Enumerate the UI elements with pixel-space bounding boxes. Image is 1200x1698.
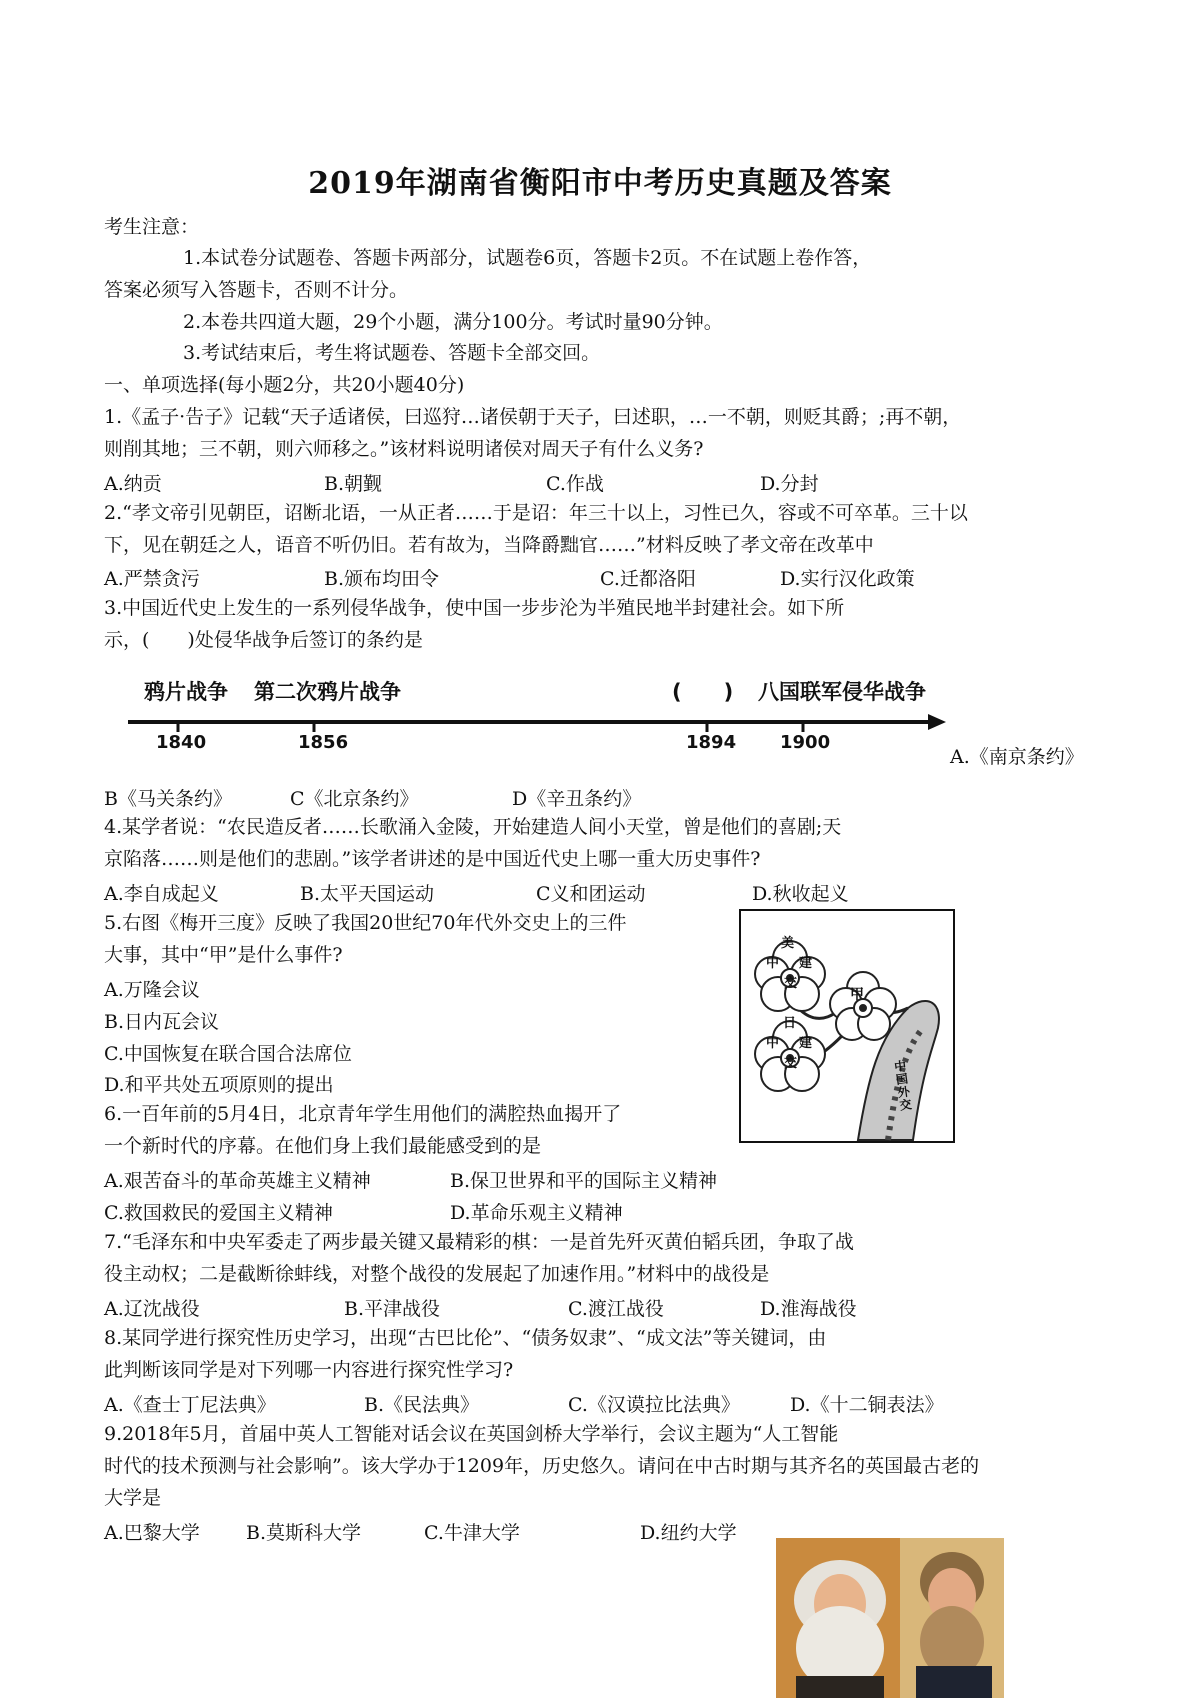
timeline-year-1900: 1900 — [780, 732, 831, 753]
page-title: 2019年湖南省衡阳市中考历史真题及答案 — [308, 166, 892, 201]
question-8-option-c[interactable]: C.《汉谟拉比法典》 — [568, 1394, 740, 1416]
question-8-text: 8.某同学进行探究性历史学习，出现“古巴比伦”、“债务奴隶”、“成文法”等关键词，由 — [104, 1327, 827, 1349]
question-1-option-b[interactable]: B.朝觐 — [324, 473, 383, 495]
question-1-option-c[interactable]: C.作战 — [546, 473, 604, 495]
question-7-text-cont: 役主动权；二是截断徐蚌线，对整个战役的发展起了加速作用。”材料中的战役是 — [104, 1263, 770, 1285]
question-9-option-d[interactable]: D.纽约大学 — [640, 1522, 737, 1544]
question-3-text: 3.中国近代史上发生的一系列侵华战争，使中国一步步沦为半殖民地半封建社会。如下所 — [104, 597, 845, 619]
timeline-year-1894: 1894 — [686, 732, 737, 753]
flower-3-right: 建 — [799, 1036, 813, 1051]
question-3-option-c[interactable]: C《北京条约》 — [290, 788, 419, 810]
flower-1-top: 美 — [781, 936, 795, 951]
section-heading: 一、单项选择(每小题2分，共20小题40分) — [104, 374, 465, 396]
flower-1-bottom: 交 — [784, 976, 798, 991]
question-3-option-d[interactable]: D《辛丑条约》 — [512, 788, 642, 810]
timeline-year-1856: 1856 — [298, 732, 349, 753]
question-4-text: 4.某学者说：“农民造反者……长歌涌入金陵，开始建造人间小天堂，曾是他们的喜剧;天 — [104, 816, 842, 838]
question-8-option-b[interactable]: B.《民法典》 — [364, 1394, 480, 1416]
timeline-label-second-opium-war: 第二次鸦片战争 — [254, 680, 401, 704]
timeline-arrowhead — [928, 714, 946, 730]
question-2-option-a[interactable]: A.严禁贪污 — [104, 568, 200, 590]
question-8-option-a[interactable]: A.《查士丁尼法典》 — [104, 1394, 276, 1416]
timeline-label-blank: ( ) — [672, 680, 734, 704]
question-5-option-c[interactable]: C.中国恢复在联合国合法席位 — [104, 1043, 352, 1065]
question-7-option-d[interactable]: D.淮海战役 — [760, 1298, 857, 1320]
question-1-text: 1.《孟子·告子》记载“天子适诸侯，曰巡狩…诸侯朝于天子，曰述职，…一不朝，则贬其爵；;再不朝， — [104, 406, 962, 428]
notice-item-1-cont: 答案必须写入答题卡，否则不计分。 — [104, 279, 409, 301]
question-6-text: 6.一百年前的5月4日，北京青年学生用他们的满腔热血揭开了 — [104, 1103, 622, 1125]
question-2-option-d[interactable]: D.实行汉化政策 — [780, 568, 915, 590]
question-6-text-cont: 一个新时代的序幕。在他们身上我们最能感受到的是 — [104, 1135, 542, 1157]
question-7-option-c[interactable]: C.渡江战役 — [568, 1298, 664, 1320]
plum-blossom-figure — [738, 908, 958, 1146]
question-4-option-d[interactable]: D.秋收起义 — [752, 883, 849, 905]
question-9-text-cont-2: 大学是 — [104, 1487, 162, 1509]
question-9-option-a[interactable]: A.巴黎大学 — [104, 1522, 200, 1544]
portrait-left — [794, 1560, 886, 1698]
question-3-option-a[interactable]: A.《南京条约》 — [950, 746, 1084, 768]
question-6-option-c[interactable]: C.救国救民的爱国主义精神 — [104, 1202, 333, 1224]
question-5-text: 5.右图《梅开三度》反映了我国20世纪70年代外交史上的三件 — [104, 912, 627, 934]
branch-label: 中国外交 — [893, 1058, 913, 1113]
flower-1-right: 建 — [799, 956, 813, 971]
flower-3-bottom: 交 — [784, 1056, 798, 1071]
notice-item-1: 1.本试卷分试题卷、答题卡两部分，试题卷6页，答题卡2页。不在试题上卷作答， — [183, 247, 872, 269]
question-6-option-d[interactable]: D.革命乐观主义精神 — [450, 1202, 623, 1224]
question-9-option-b[interactable]: B.莫斯科大学 — [246, 1522, 362, 1544]
question-2-text: 2.“孝文帝引见朝臣，诏断北语，一从正者……于是诏：年三十以上，习性已久，容或不可卒革。三十以 — [104, 502, 968, 524]
question-5-option-b[interactable]: B.日内瓦会议 — [104, 1011, 220, 1033]
flower-1-left: 中 — [766, 956, 780, 971]
question-1-option-a[interactable]: A.纳贡 — [104, 473, 162, 495]
flower-3-left: 中 — [766, 1036, 780, 1051]
question-5-text-cont: 大事，其中“甲”是什么事件? — [104, 944, 343, 966]
portraits-photo — [776, 1538, 1004, 1698]
question-8-option-d[interactable]: D.《十二铜表法》 — [790, 1394, 944, 1416]
question-8-text-cont: 此判断该同学是对下列哪一内容进行探究性学习? — [104, 1359, 514, 1381]
question-9-option-c[interactable]: C.牛津大学 — [424, 1522, 520, 1544]
question-6-option-a[interactable]: A.艰苦奋斗的革命英雄主义精神 — [104, 1170, 371, 1192]
question-2-option-b[interactable]: B.颁布均田令 — [324, 568, 440, 590]
question-1-text-cont: 则削其地；三不朝，则六师移之。”该材料说明诸侯对周天子有什么义务? — [104, 438, 704, 460]
question-2-option-c[interactable]: C.迁都洛阳 — [600, 568, 696, 590]
question-3-text-cont: 示，( )处侵华战争后签订的条约是 — [104, 629, 423, 651]
question-4-option-a[interactable]: A.李自成起义 — [104, 883, 219, 905]
flower-3-top: 日 — [783, 1016, 797, 1031]
question-5-option-a[interactable]: A.万隆会议 — [104, 979, 200, 1001]
question-7-option-a[interactable]: A.辽沈战役 — [104, 1298, 200, 1320]
question-2-text-cont: 下，见在朝廷之人，语音不听仍旧。若有故为，当降爵黜官……”材料反映了孝文帝在改革中 — [104, 534, 874, 556]
question-9-text: 9.2018年5月，首届中英人工智能对话会议在英国剑桥大学举行，会议主题为“人工智能 — [104, 1423, 839, 1445]
timeline-year-1840: 1840 — [156, 732, 207, 753]
question-1-option-d[interactable]: D.分封 — [760, 473, 819, 495]
question-9-text-cont: 时代的技术预测与社会影响”。该大学办于1209年，历史悠久。请问在中古时期与其齐名的英国最古老的 — [104, 1455, 980, 1477]
question-7-text: 7.“毛泽东和中央军委走了两步最关键又最精彩的棋：一是首先歼灭黄伯韬兵团，争取了战 — [104, 1231, 854, 1253]
notice-heading: 考生注意： — [104, 216, 200, 238]
flower-2-center: 甲 — [850, 987, 864, 1003]
notice-item-2: 2.本卷共四道大题，29个小题，满分100分。考试时量90分钟。 — [183, 311, 723, 333]
question-4-option-c[interactable]: C义和团运动 — [536, 883, 646, 905]
question-6-option-b[interactable]: B.保卫世界和平的国际主义精神 — [450, 1170, 718, 1192]
question-4-text-cont: 京陷落……则是他们的悲剧。”该学者讲述的是中国近代史上哪一重大历史事件? — [104, 848, 761, 870]
notice-item-3: 3.考试结束后，考生将试题卷、答题卡全部交回。 — [183, 342, 601, 364]
question-4-option-b[interactable]: B.太平天国运动 — [300, 883, 435, 905]
timeline-label-opium-war: 鸦片战争 — [144, 680, 228, 704]
question-3-option-b[interactable]: B《马关条约》 — [104, 788, 232, 810]
timeline-label-eight-nation: 八国联军侵华战争 — [758, 680, 926, 704]
question-5-option-d[interactable]: D.和平共处五项原则的提出 — [104, 1074, 334, 1096]
question-7-option-b[interactable]: B.平津战役 — [344, 1298, 441, 1320]
